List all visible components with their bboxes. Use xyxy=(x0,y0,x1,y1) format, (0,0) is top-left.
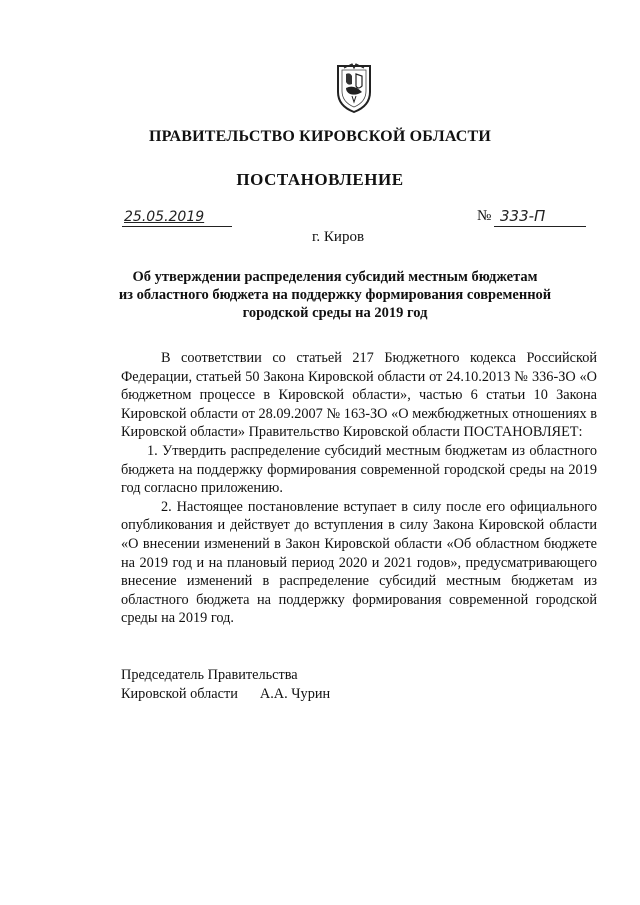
signer-region: Кировской области xyxy=(121,686,238,702)
handwritten-number: 333-П xyxy=(500,207,546,225)
kirov-coat-of-arms-icon xyxy=(332,62,376,114)
item-1-paragraph: 1. Утвердить распределение субсидий местным бюджетам из областного бюджета на поддержку формирования современной городской среды на 2019 год согласно приложению. xyxy=(121,442,597,497)
document-type-title: ПОСТАНОВЛЕНИЕ xyxy=(236,170,404,189)
signature-block xyxy=(121,666,330,704)
item-2-paragraph: 2. Настоящее постановление вступает в силу после его официального опубликования и действует до вступления в силу Закона Кировской области «О внесении изменений в Закон Кировской области «Об областном бюджете на 2019 год и на плановый период 2020 и 2021 годов», предусматривающего внесение изменений в распределение субсидий местным бюджетам из областного бюджета на поддержку формирования современной городской среды на 2019 год. xyxy=(121,498,597,627)
intro-paragraph: В соответствии со статьей 217 Бюджетного кодекса Российской Федерации, статьей 50 Закона Кировской области от 24.10.2013 № 336-ЗО «О бюджетном процессе в Кировской области», частью 6 статьи 10 Закона Кировской области от 28.09.2007 № 163-ЗО «О межбюджетных отношениях в Кировской области» Правительство Кировской области ПОСТАНОВЛЯЕТ: xyxy=(121,350,597,441)
city-line: г. Киров xyxy=(311,229,365,245)
subject-line: из областного бюджета на поддержку формирования современной xyxy=(118,287,552,303)
subject-heading xyxy=(110,268,560,322)
handwritten-date: 25.05.2019 xyxy=(124,209,205,225)
signer-position: Председатель Правительства xyxy=(121,667,298,683)
number-field xyxy=(494,206,586,227)
date-field xyxy=(122,206,232,227)
subject-line: Об утверждении распределения субсидий местным бюджетам xyxy=(132,269,538,285)
number-label: № xyxy=(477,208,492,224)
signer-name: А.А. Чурин xyxy=(259,686,331,702)
government-title: ПРАВИТЕЛЬСТВО КИРОВСКОЙ ОБЛАСТИ xyxy=(148,128,492,145)
subject-line: городской среды на 2019 год xyxy=(242,305,428,321)
document-body xyxy=(121,349,597,628)
